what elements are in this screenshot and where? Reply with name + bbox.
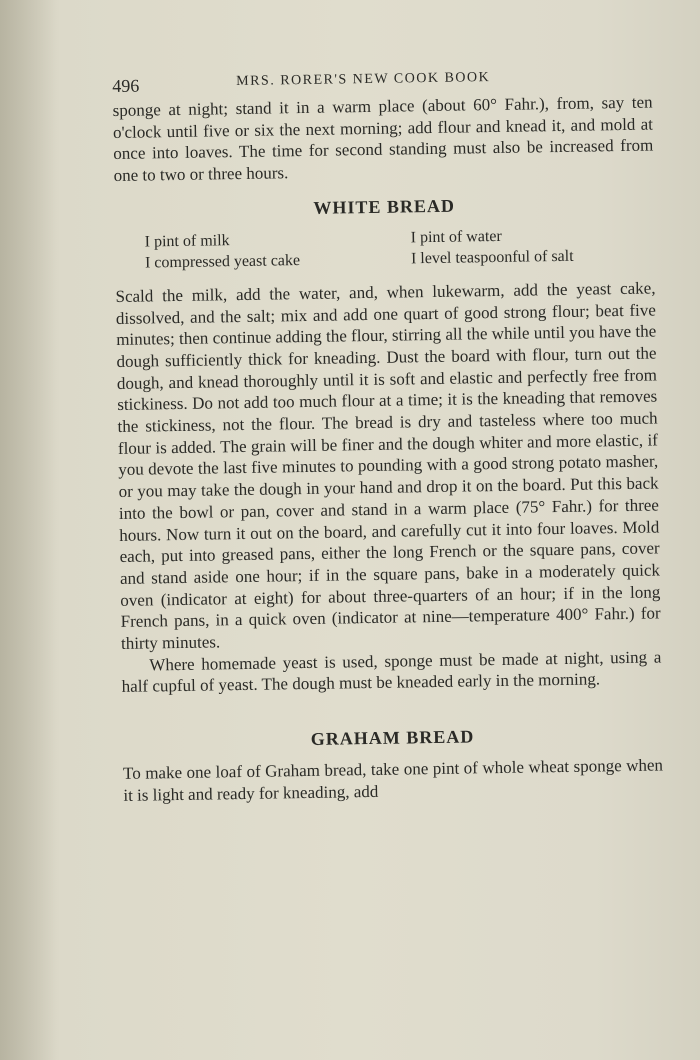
gutter-shadow xyxy=(0,0,60,1060)
ingredient-item: I level teaspoonful of salt xyxy=(410,247,574,268)
graham-bread-paragraph: To make one loaf of Graham bread, take one pint of whole wheat sponge when it is light and ready for kneading, add xyxy=(122,755,664,805)
white-bread-ingredients xyxy=(145,223,656,273)
white-bread-heading: WHITE BREAD xyxy=(313,195,456,218)
ingredient-item: I pint of milk xyxy=(144,231,230,251)
ingredient-item: I pint of water xyxy=(410,227,502,247)
ingredient-item: I compressed yeast cake xyxy=(144,251,301,272)
intro-paragraph: sponge at night; stand it in a warm place (about 60° Fahr.), from, say ten o'clock until five or six the next morning; add flour and knead it, and mold at once into loaves. The time for second standing must also be increased from one to two or three hours. xyxy=(112,92,654,186)
page-content xyxy=(112,62,664,807)
white-bread-note: Where homemade yeast is used, sponge must be made at night, using a half cupful of yeast. The dough must be kneaded early in the morning. xyxy=(121,647,662,697)
page-number: 496 xyxy=(112,75,140,96)
graham-bread-heading: GRAHAM BREAD xyxy=(310,726,475,750)
white-bread-method: Scald the milk, add the water, and, when lukewarm, add the yeast cake, dissolved, and the salt; mix and add one quart of good strong flour; beat five minutes; then continue adding the flour, stirring all the while until you have the dough sufficiently thick for kneading. Dust the board with flour, turn out the dough, and knead thoroughly until it is soft and elastic and perfectly free from stickiness. Do not add too much flour at a time; it is the kneading that removes the stickiness, not the flour. The bread is dry and tasteless where too much flour is added. The grain will be finer and the dough whiter and more elastic, if you devote the last five minutes to pounding with a good strong potato masher, or you may take the dough in your hand and drop it on the board. Put this back into the bowl or pan, cover and stand in a warm place (75° Fahr.) for three hours. Now turn it out on the board, and carefully cut it into four loaves. Mold each, put into greased pans, either the long French or the square pans, cover and stand aside one hour; if in the square pans, bake in a moderately quick oven (indicator at eight) for about three-quarters of an hour; if in the long French pans, in a quick oven (indicator at nine—temperature 400° Fahr.) for thirty minutes. xyxy=(115,278,661,653)
running-head: MRS. RORER'S NEW COOK BOOK xyxy=(236,70,491,90)
